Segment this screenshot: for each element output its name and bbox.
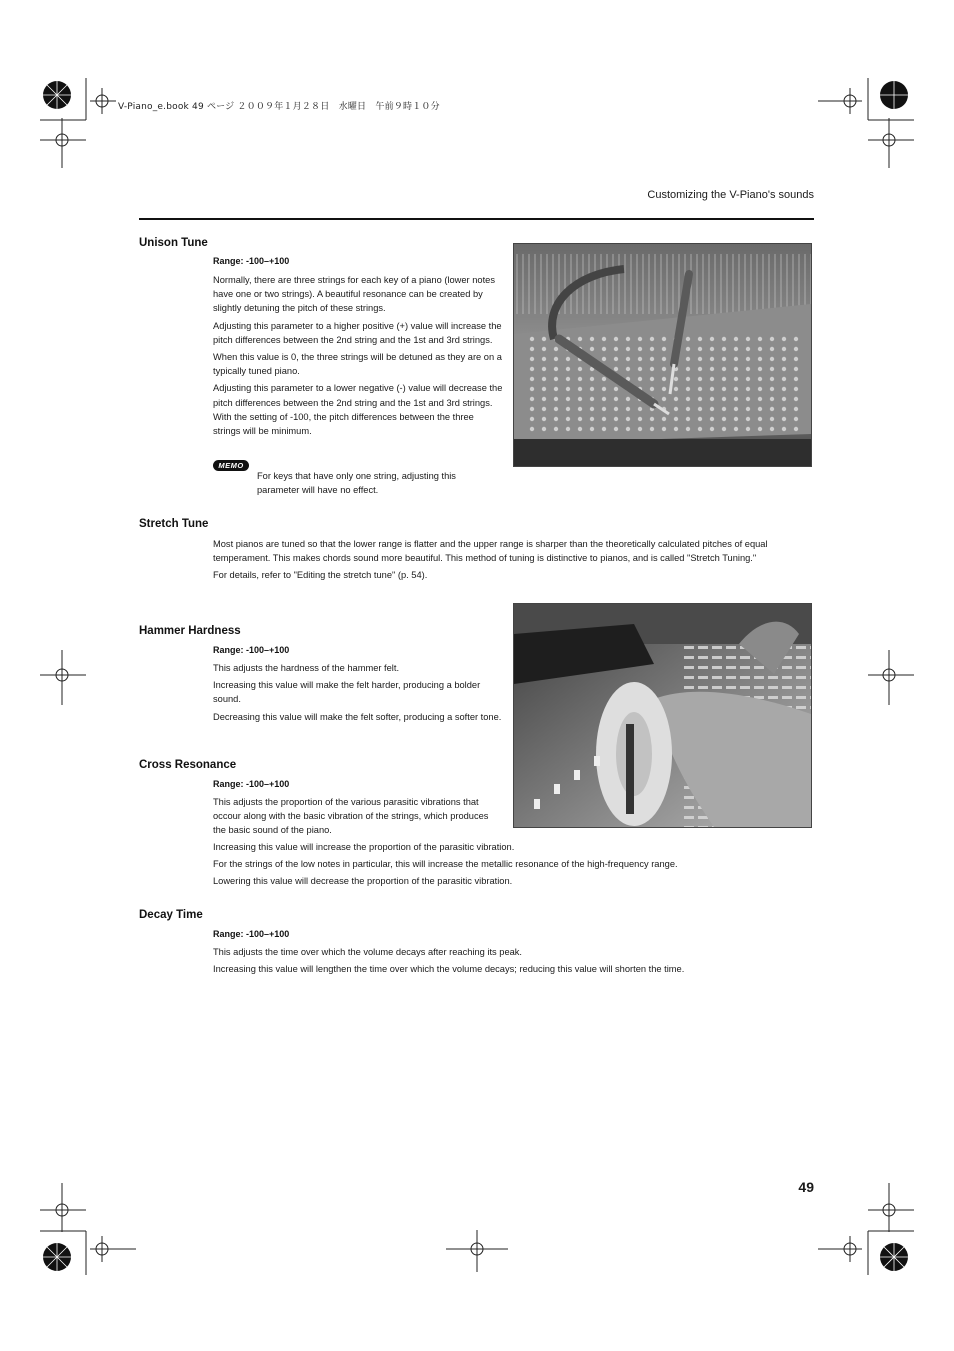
stretch-tune-title: Stretch Tune xyxy=(139,518,209,530)
cross-resonance-range: Range: -100–+100 xyxy=(213,779,290,789)
paragraph: This adjusts the proportion of the various parasitic vibrations that occour along with the basic vibration of the strings, which produces the basic sound of the piano. xyxy=(213,797,489,836)
unison-tune-title: Unison Tune xyxy=(139,237,208,249)
hammer-hardness-title: Hammer Hardness xyxy=(139,625,241,637)
decay-time-title: Decay Time xyxy=(139,909,203,921)
paragraph: Lowering this value will decrease the proportion of the parasitic vibration. xyxy=(213,876,513,887)
cross-resonance-body-wide xyxy=(213,840,813,892)
page-number: 49 xyxy=(798,1179,814,1195)
decay-time-body xyxy=(213,945,813,979)
cross-resonance-title: Cross Resonance xyxy=(139,759,237,771)
hammer-hardness-body xyxy=(213,661,503,727)
unison-tune-memo: For keys that have only one string, adjusting this parameter will have no effect. xyxy=(257,471,456,496)
hammer-hardness-range: Range: -100–+100 xyxy=(213,645,290,655)
paragraph: Adjusting this parameter to a lower negative (-) value will decrease the pitch differences between the 2nd string and the 1st and 3rd strings. With the setting of -100, the pitch differences between the three strings will be minimum. xyxy=(213,383,503,437)
unison-tune-body xyxy=(213,273,503,441)
unison-tune-range: Range: -100–+100 xyxy=(213,256,290,266)
hammer-felt-photo xyxy=(513,603,812,828)
paragraph: Increasing this value will lengthen the time over which the volume decays; reducing this value will shorten the time. xyxy=(213,964,685,975)
memo-icon: MEMO xyxy=(213,460,249,471)
paragraph: For the strings of the low notes in particular, this will increase the metallic resonance of the high-frequency range. xyxy=(213,859,678,870)
paragraph: Most pianos are tuned so that the lower range is flatter and the upper range is sharper than the theoretically calculated pitches of equal temperament. This makes chords sound more beautiful. This method of tuning is distinctive to pianos, and is called "Stretch Tuning." xyxy=(213,539,768,564)
stretch-tune-body xyxy=(213,537,793,586)
paragraph: Adjusting this parameter to a higher positive (+) value will increase the pitch differences between the 2nd string and the 1st and 3rd strings. xyxy=(213,320,502,345)
paragraph: Decreasing this value will make the felt softer, producing a softer tone. xyxy=(213,711,502,722)
paragraph: Normally, there are three strings for each key of a piano (lower notes have one or two strings). A beautiful resonance can be created by slightly detuning the pitch of these strings. xyxy=(213,275,495,314)
print-info: V-Piano_e.book 49 ページ ２００９年１月２８日 水曜日 午前９時１０分 xyxy=(118,102,440,112)
decay-time-range: Range: -100–+100 xyxy=(213,929,290,939)
header-rule xyxy=(139,218,814,220)
tuning-hammer-photo xyxy=(513,243,812,467)
paragraph: For details, refer to "Editing the stretch tune" (p. 54). xyxy=(213,570,428,581)
paragraph: When this value is 0, the three strings will be detuned as they are on a typically tuned piano. xyxy=(213,352,502,377)
paragraph: Increasing this value will increase the proportion of the parasitic vibration. xyxy=(213,842,515,852)
paragraph: Increasing this value will make the felt harder, producing a bolder sound. xyxy=(213,680,481,705)
running-head: Customizing the V-Piano's sounds xyxy=(647,189,814,201)
cross-resonance-body-narrow xyxy=(213,795,503,841)
paragraph: This adjusts the hardness of the hammer felt. xyxy=(213,663,400,673)
paragraph: This adjusts the time over which the volume decays after reaching its peak. xyxy=(213,947,523,957)
